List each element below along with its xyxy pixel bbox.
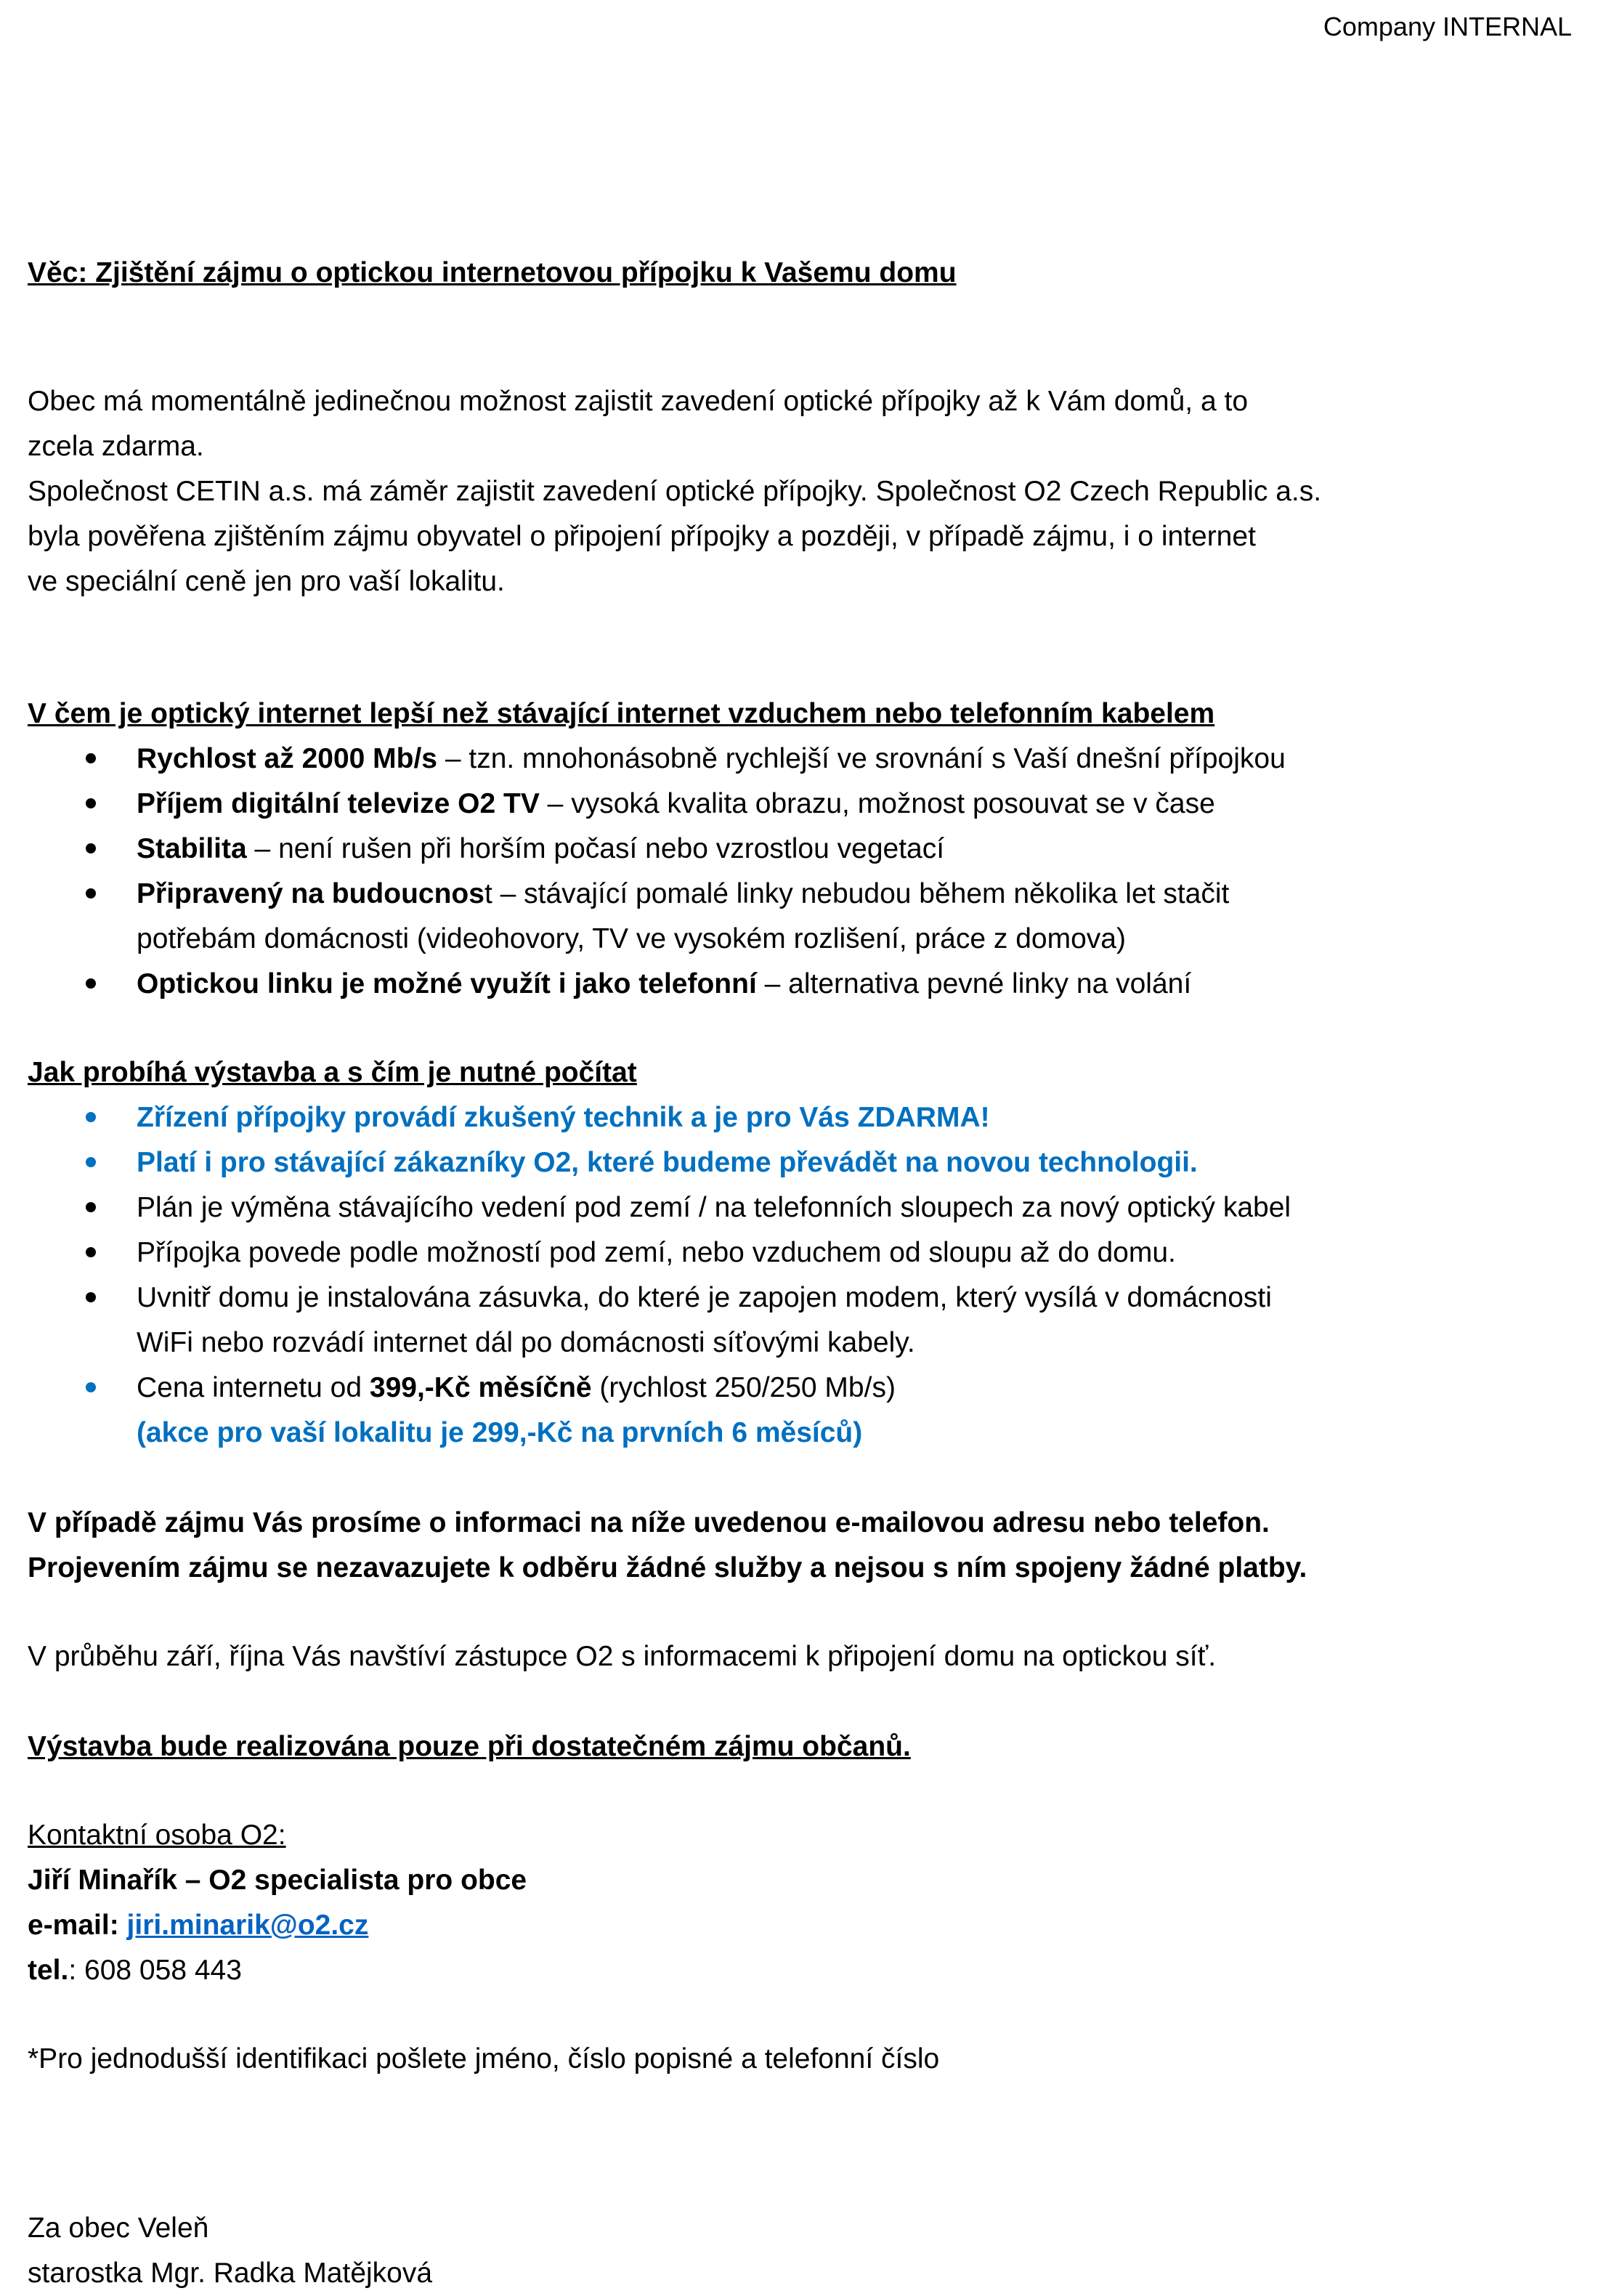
intro-line: byla pověřena zjištěním zájmu obyvatel o připojení přípojky a později, v případě zájmu, i o internet xyxy=(28,521,1256,552)
bullet-icon xyxy=(86,1247,96,1257)
item-text: – vysoká kvalita obrazu, možnost posouvat se v čase xyxy=(539,788,1215,819)
classification-label: Company INTERNAL xyxy=(1323,12,1572,41)
interest-line: V případě zájmu Vás prosíme o informaci na níže uvedenou e-mailovou adresu nebo telefon. xyxy=(28,1507,1270,1538)
list-item xyxy=(28,1275,1567,1366)
intro-line: ve speciální ceně jen pro vaší lokalitu. xyxy=(28,566,505,597)
bullet-icon xyxy=(86,1292,96,1302)
list-item xyxy=(28,827,1567,872)
list-item xyxy=(28,1095,1567,1140)
intro-line: zcela zdarma. xyxy=(28,431,204,462)
contact-tel-line xyxy=(28,1948,1567,1993)
bullet-icon xyxy=(86,1202,96,1212)
item-bold: Příjem digitální televize O2 TV xyxy=(137,788,540,819)
item-text: – tzn. mnohonásobně rychlejší ve srovnání s Vaší dnešní přípojkou xyxy=(437,743,1286,774)
price-post: (rychlost 250/250 Mb/s) xyxy=(591,1372,896,1403)
signature-block xyxy=(28,2206,1567,2296)
construction-heading: Jak probíhá výstavba a s čím je nutné počítat xyxy=(28,1057,637,1088)
bullet-icon xyxy=(86,888,96,898)
intro-line: Obec má momentálně jedinečnou možnost zajistit zavedení optické přípojky až k Vám domů, a to xyxy=(28,386,1249,417)
note-paragraph: *Pro jednodušší identifikaci pošlete jméno, číslo popisné a telefonní číslo xyxy=(28,2043,940,2074)
intro-paragraph xyxy=(28,379,1567,604)
item-text: Platí i pro stávající zákazníky O2, které budeme převádět na novou technologii. xyxy=(137,1147,1198,1178)
bullet-icon xyxy=(86,843,96,853)
bullet-icon xyxy=(86,1112,96,1122)
interest-paragraph xyxy=(28,1501,1567,1591)
item-text: t – stávající pomalé linky nebudou během několika let stačit xyxy=(484,878,1230,909)
signature-line: starostka Mgr. Radka Matějková xyxy=(28,2258,433,2289)
item-text: Uvnitř domu je instalována zásuvka, do které je zapojen modem, který vysílá v domácnosti xyxy=(137,1282,1272,1313)
price-promo: (akce pro vaší lokalitu je 299,-Kč na prvních 6 měsíců) xyxy=(137,1417,863,1448)
item-bold: Stabilita xyxy=(137,833,247,864)
bullet-icon xyxy=(86,798,96,808)
item-text: Zřízení přípojky provádí zkušený technik a je pro Vás ZDARMA! xyxy=(137,1102,990,1133)
list-item xyxy=(28,1230,1567,1275)
price-pre: Cena internetu od xyxy=(137,1372,370,1403)
item-text-cont: potřebám domácnosti (videohovory, TV ve vysokém rozlišení, práce z domova) xyxy=(137,923,1126,954)
item-text: Plán je výměna stávajícího vedení pod zemí / na telefonních sloupech za nový optický kabel xyxy=(137,1192,1291,1223)
list-item xyxy=(28,1185,1567,1230)
condition-paragraph: Výstavba bude realizována pouze při dostatečném zájmu občanů. xyxy=(28,1731,911,1762)
bullet-icon xyxy=(86,1157,96,1167)
email-link[interactable]: jiri.minarik@o2.cz xyxy=(126,1910,369,1941)
item-text: – není rušen při horším počasí nebo vzrostlou vegetací xyxy=(246,833,945,864)
letter-subject: Věc: Zjištění zájmu o optickou internetovou přípojku k Vašemu domu xyxy=(28,257,957,288)
bullet-icon xyxy=(86,753,96,763)
email-label: e-mail: xyxy=(28,1910,127,1941)
list-item xyxy=(28,1366,1567,1456)
signature-line: Za obec Veleň xyxy=(28,2212,209,2244)
benefits-list xyxy=(28,737,1567,1007)
contact-name: Jiří Minařík – O2 specialista pro obce xyxy=(28,1865,527,1896)
visit-paragraph: V průběhu září, října Vás navštíví zástupce O2 s informacemi k připojení domu na optickou síť. xyxy=(28,1641,1217,1672)
contact-heading: Kontaktní osoba O2: xyxy=(28,1820,286,1851)
item-bold: Rychlost až 2000 Mb/s xyxy=(137,743,437,774)
tel-value: : 608 058 443 xyxy=(68,1955,242,1986)
list-item xyxy=(28,1140,1567,1185)
interest-line: Projevením zájmu se nezavazujete k odběru žádné služby a nejsou s ním spojeny žádné platby. xyxy=(28,1552,1307,1583)
tel-label: tel. xyxy=(28,1955,69,1986)
contact-email-line xyxy=(28,1903,1567,1948)
intro-line: Společnost CETIN a.s. má záměr zajistit zavedení optické přípojky. Společnost O2 Czech Republic a.s. xyxy=(28,476,1322,507)
benefits-heading: V čem je optický internet lepší než stávající internet vzduchem nebo telefonním kabelem xyxy=(28,698,1215,729)
construction-section xyxy=(28,1050,1567,1456)
bullet-icon xyxy=(86,1382,96,1392)
item-bold: Optickou linku je možné využít i jako telefonní xyxy=(137,968,757,999)
construction-list xyxy=(28,1095,1567,1456)
list-item xyxy=(28,872,1567,962)
list-item xyxy=(28,962,1567,1007)
list-item xyxy=(28,782,1567,827)
benefits-section xyxy=(28,691,1567,1007)
contact-block xyxy=(28,1813,1567,1993)
item-text-cont: WiFi nebo rozvádí internet dál po domácnosti síťovými kabely. xyxy=(137,1327,915,1358)
item-text: – alternativa pevné linky na volání xyxy=(756,968,1192,999)
bullet-icon xyxy=(86,978,96,989)
item-bold: Připravený na budoucnos xyxy=(137,878,484,909)
list-item xyxy=(28,737,1567,782)
price-bold: 399,-Kč měsíčně xyxy=(369,1372,592,1403)
item-text: Přípojka povede podle možností pod zemí, nebo vzduchem od sloupu až do domu. xyxy=(137,1237,1176,1268)
